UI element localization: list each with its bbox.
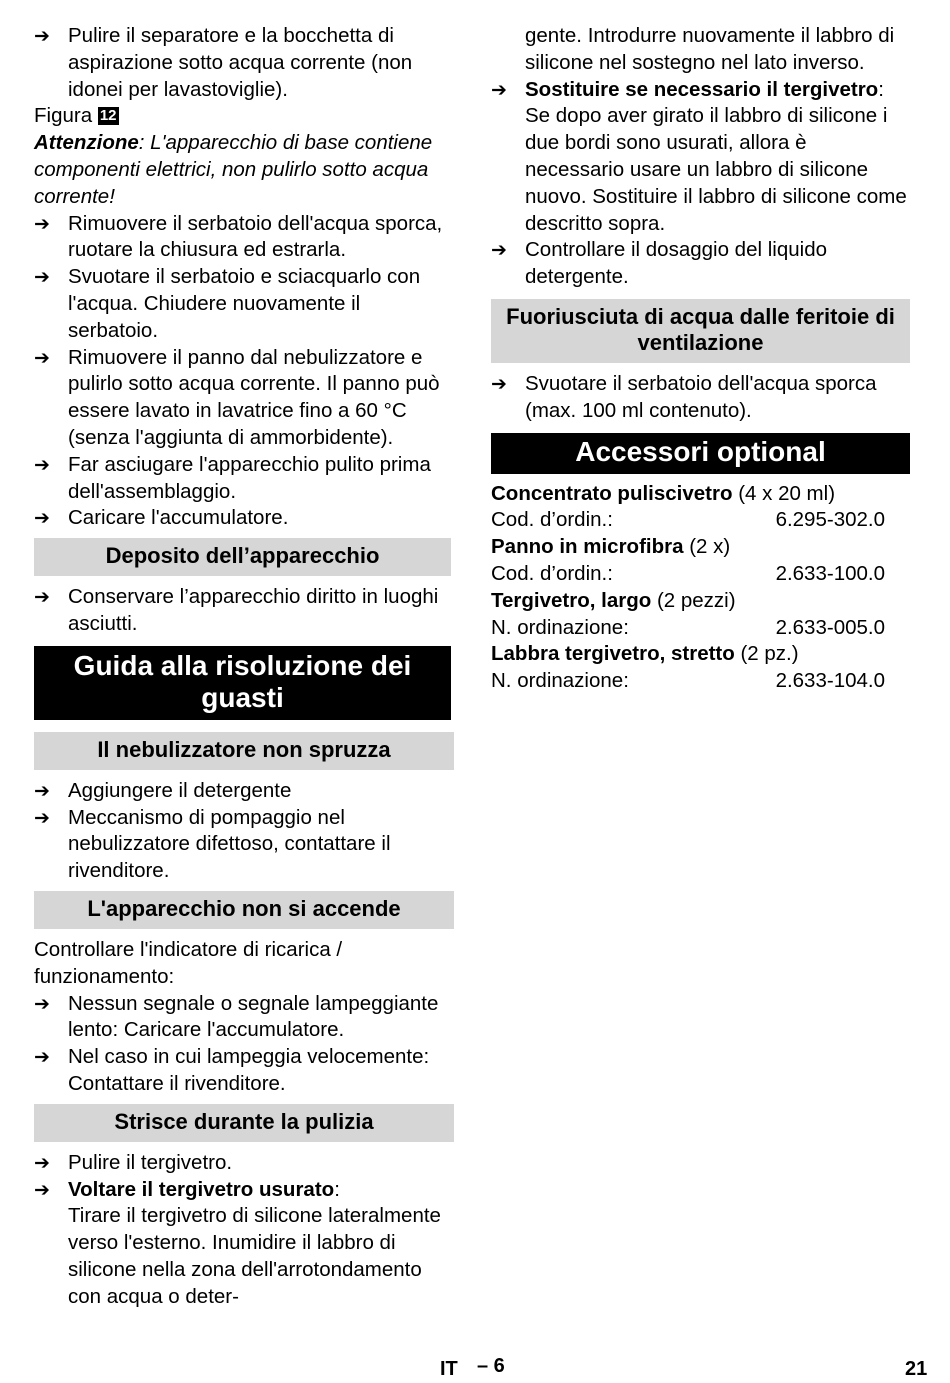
step-item xyxy=(34,1044,451,1098)
figure-number-badge: 12 xyxy=(99,107,117,125)
step-item xyxy=(491,371,910,425)
step-item xyxy=(491,77,910,238)
step-item xyxy=(34,805,451,885)
arrow-icon: ➔ xyxy=(491,78,507,101)
step-bold-text: Sostituire se necessario il tergivetro xyxy=(525,77,879,101)
step-item xyxy=(34,1150,451,1177)
step-item xyxy=(34,505,451,532)
arrow-icon: ➔ xyxy=(34,212,50,235)
step-colon: : xyxy=(334,1177,340,1201)
order-code: 2.633-104.0 xyxy=(775,669,885,693)
warning-note xyxy=(34,130,451,210)
step-text: Meccanismo di pompaggio nel nebulizzatore difettoso, contattare il rivenditore. xyxy=(68,805,391,883)
chapter-heading-troubleshooting: Guida alla risoluzione dei guasti xyxy=(34,646,451,720)
order-code-label: Cod. d’ordin.: xyxy=(491,561,613,585)
section-heading-no-spray: Il nebulizzatore non spruzza xyxy=(34,732,454,770)
step-text: Svuotare il serbatoio e sciacquarlo con l'acqua. Chiudere nuovamente il serbatoio. xyxy=(68,265,421,342)
accessory-name: Labbra tergivetro, stretto xyxy=(491,642,735,666)
step-item xyxy=(491,237,910,291)
arrow-icon: ➔ xyxy=(491,372,507,395)
order-code: 2.633-100.0 xyxy=(775,561,885,585)
step-text: Svuotare il serbatoio dell'acqua sporca (max. 100 ml contenuto). xyxy=(525,371,877,422)
step-item xyxy=(34,584,451,638)
warning-label: Attenzione xyxy=(34,131,139,155)
left-column xyxy=(34,23,451,1310)
accessory-qty: (2 x) xyxy=(683,535,731,559)
step-text: Rimuovere il panno dal nebulizzatore e pulirlo sotto acqua corrente. Il panno può essere lavato in lavatrice fino a 60 °C (senza l'aggiunta di ammorbidente). xyxy=(68,345,440,449)
step-text: Controllare il dosaggio del liquido detergente. xyxy=(525,238,827,289)
arrow-icon: ➔ xyxy=(34,586,50,609)
step-colon: : xyxy=(878,77,884,101)
step-item xyxy=(34,452,451,506)
section-heading-storage: Deposito dell’apparecchio xyxy=(34,538,451,576)
accessory-item xyxy=(491,534,910,588)
accessory-item xyxy=(491,588,910,642)
chapter-heading-accessories: Accessori optional xyxy=(491,433,910,474)
step-item xyxy=(34,1177,451,1311)
accessory-qty: (2 pz.) xyxy=(734,642,799,666)
footer-page-number: 21 xyxy=(905,1358,928,1380)
arrow-icon: ➔ xyxy=(34,346,50,369)
step-item xyxy=(34,264,451,344)
accessory-name: Tergivetro, largo xyxy=(491,588,652,612)
step-text: Conservare l’apparecchio diritto in luoghi asciutti. xyxy=(68,585,439,635)
accessory-name: Panno in microfibra xyxy=(491,535,684,559)
figure-reference xyxy=(34,103,451,130)
arrow-icon: ➔ xyxy=(34,1151,50,1174)
accessory-name: Concentrato puliscivetro xyxy=(491,481,733,505)
step-body: Tirare il tergivetro di silicone lateralmente verso l'esterno. Inumidire il labbro di silicone nella zona dell'arrotondamento con acqua o deter- xyxy=(68,1204,441,1308)
order-code: 6.295-302.0 xyxy=(775,508,885,532)
step-body: Se dopo aver girato il labbro di silicone i due bordi sono usurati, allora è necessario usare un labbro di silicone nuovo. Sostituire il labbro di silicone come descritto sopra. xyxy=(525,104,907,235)
warning-text: : L'apparecchio di base contiene componenti elettrici, non pulirlo sotto acqua corrente! xyxy=(34,131,433,208)
arrow-icon: ➔ xyxy=(34,25,50,47)
accessory-qty: (2 pezzi) xyxy=(651,588,736,612)
section-heading-streaks: Strisce durante la pulizia xyxy=(34,1104,454,1142)
arrow-icon: ➔ xyxy=(34,992,50,1015)
step-item xyxy=(34,211,451,265)
arrow-icon: ➔ xyxy=(34,266,50,289)
step-text: Nel caso in cui lampeggia velocemente: Contattare il rivenditore. xyxy=(68,1045,430,1095)
figure-label: Figura xyxy=(34,104,93,128)
step-text: Pulire il separatore e la bocchetta di aspirazione sotto acqua corrente (non idonei per lavastoviglie). xyxy=(68,24,413,101)
step-text: Rimuovere il serbatoio dell'acqua sporca, ruotare la chiusura ed estrarla. xyxy=(68,211,443,262)
order-code-label: Cod. d’ordin.: xyxy=(491,508,613,532)
step-bold-text: Voltare il tergivetro usurato xyxy=(68,1177,335,1201)
step-text: gente. Introdurre nuovamente il labbro di silicone nel sostegno nel lato inverso. xyxy=(525,24,895,74)
arrow-icon: ➔ xyxy=(34,779,50,802)
step-text: Far asciugare l'apparecchio pulito prima dell'assemblaggio. xyxy=(68,452,431,503)
arrow-icon: ➔ xyxy=(34,507,50,530)
step-item xyxy=(34,23,451,103)
continuation-text xyxy=(491,23,910,77)
order-code-label: N. ordinazione: xyxy=(491,669,629,693)
step-text: Caricare l'accumulatore. xyxy=(68,506,289,530)
accessory-item xyxy=(491,481,910,535)
no-power-intro: Controllare l'indicatore di ricarica / funzionamento: xyxy=(34,937,343,988)
right-column xyxy=(491,23,910,695)
order-code-label: N. ordinazione: xyxy=(491,615,629,639)
step-item xyxy=(34,345,451,452)
step-text: Nessun segnale o segnale lampeggiante lento: Caricare l'accumulatore. xyxy=(68,991,439,1042)
arrow-icon: ➔ xyxy=(491,239,507,262)
order-code: 2.633-005.0 xyxy=(775,615,885,639)
accessory-item xyxy=(491,641,910,695)
section-heading-no-power: L'apparecchio non si accende xyxy=(34,891,454,929)
arrow-icon: ➔ xyxy=(34,806,50,829)
accessory-qty: (4 x 20 ml) xyxy=(732,481,836,505)
arrow-icon: ➔ xyxy=(34,1046,50,1069)
step-item xyxy=(34,991,451,1045)
step-item xyxy=(34,778,451,805)
arrow-icon: ➔ xyxy=(34,1178,50,1201)
section-heading-leak: Fuoriusciuta di acqua dalle feritoie di ventilazione xyxy=(491,299,910,363)
arrow-icon: ➔ xyxy=(34,453,50,476)
step-text: Aggiungere il detergente xyxy=(68,778,292,802)
footer-language: IT xyxy=(440,1358,458,1380)
footer-section-page: – 6 xyxy=(477,1355,505,1377)
step-text: Pulire il tergivetro. xyxy=(68,1150,233,1174)
